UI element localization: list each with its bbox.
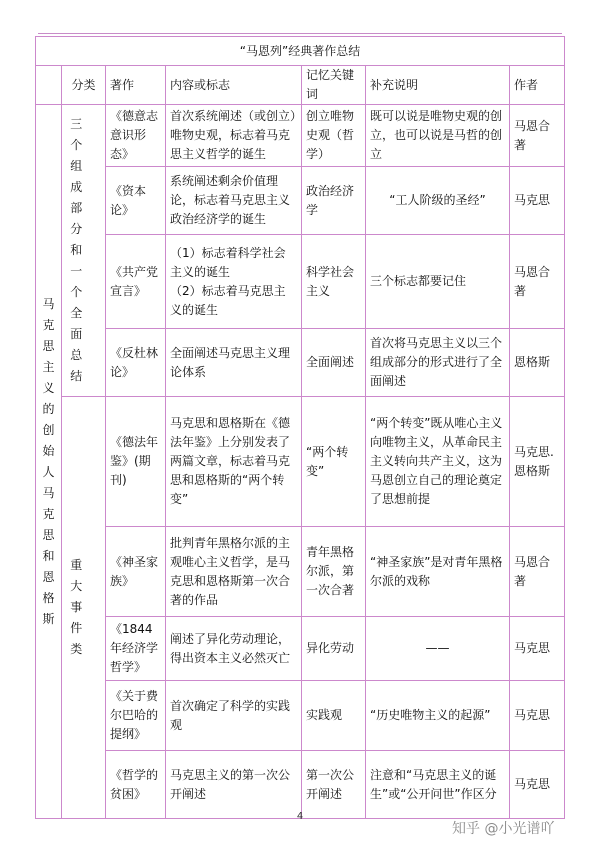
keywords-cell: 政治经济学 bbox=[302, 167, 366, 235]
work-cell: 《共产党宣言》 bbox=[106, 235, 166, 329]
works-summary-table bbox=[35, 36, 565, 819]
author-cell: 马恩合著 bbox=[510, 235, 565, 329]
content-cell: 马克思和恩格斯在《德法年鉴》上分别发表了两篇文章，标志着马克思和恩格斯的“两个转变” bbox=[166, 397, 302, 527]
side-label: 马克思主义的创始人马克思和恩格斯 bbox=[42, 296, 55, 626]
keywords-cell: 创立唯物史观（哲学） bbox=[302, 105, 366, 167]
author-cell: 马克思 bbox=[510, 681, 565, 751]
table-row bbox=[36, 167, 565, 235]
work-cell: 《哲学的贫困》 bbox=[106, 751, 166, 819]
notes-cell: “神圣家族”是对青年黑格尔派的戏称 bbox=[366, 527, 510, 617]
header-author: 作者 bbox=[510, 66, 565, 105]
content-line-1: （1）标志着科学社会主义的诞生 bbox=[170, 245, 286, 279]
header-content: 内容或标志 bbox=[166, 66, 302, 105]
keywords-cell: 全面阐述 bbox=[302, 329, 366, 397]
notes-cell: “历史唯物主义的起源” bbox=[366, 681, 510, 751]
work-cell: 《关于费尔巴哈的提纲》 bbox=[106, 681, 166, 751]
author-cell: 马恩合著 bbox=[510, 527, 565, 617]
work-cell: 《德法年鉴》(期刊) bbox=[106, 397, 166, 527]
content-cell: 批判青年黑格尔派的主观唯心主义哲学，是马克思和恩格斯第一次合著的作品 bbox=[166, 527, 302, 617]
content-cell: 全面阐述马克思主义理论体系 bbox=[166, 329, 302, 397]
work-cell: 《神圣家族》 bbox=[106, 527, 166, 617]
table-row bbox=[36, 397, 565, 527]
work-cell: 《1844 年经济学哲学》 bbox=[106, 617, 166, 681]
notes-cell: 首次将马克思主义以三个组成部分的形式进行了全面阐述 bbox=[366, 329, 510, 397]
author-cell: 马恩合著 bbox=[510, 105, 565, 167]
notes-cell: 三个标志都要记住 bbox=[366, 235, 510, 329]
content-cell: 首次确定了科学的实践观 bbox=[166, 681, 302, 751]
content-cell: 阐述了异化劳动理论，得出资本主义必然灭亡 bbox=[166, 617, 302, 681]
header-notes: 补充说明 bbox=[366, 66, 510, 105]
group-label-components: 三个组成部分和一个全面总结 bbox=[70, 117, 89, 383]
group-cell-components bbox=[62, 105, 106, 397]
side-label-cell bbox=[36, 105, 62, 819]
author-cell: 马克思 bbox=[510, 751, 565, 819]
notes-cell: 既可以说是唯物史观的创立，也可以说是马哲的创立 bbox=[366, 105, 510, 167]
table-row bbox=[36, 527, 565, 617]
keywords-cell: 青年黑格尔派，第一次合著 bbox=[302, 527, 366, 617]
content-cell: 系统阐述剩余价值理论，标志着马克思主义政治经济学的诞生 bbox=[166, 167, 302, 235]
table-row bbox=[36, 751, 565, 819]
table-row bbox=[36, 617, 565, 681]
content-cell bbox=[166, 235, 302, 329]
keywords-cell: 科学社会主义 bbox=[302, 235, 366, 329]
notes-cell: “工人阶级的圣经” bbox=[366, 167, 510, 235]
content-cell: 首次系统阐述（或创立）唯物史观，标志着马克思主义哲学的诞生 bbox=[166, 105, 302, 167]
table-row bbox=[36, 329, 565, 397]
notes-cell: “两个转变”既从唯心主义向唯物主义，从革命民主主义转向共产主义，这为马恩创立自己的理论奠定了思想前提 bbox=[366, 397, 510, 527]
notes-cell: —— bbox=[366, 617, 510, 681]
author-cell: 马克思 bbox=[510, 167, 565, 235]
header-blank bbox=[36, 66, 62, 105]
work-cell: 《资本论》 bbox=[106, 167, 166, 235]
group-label-events: 重大事件类 bbox=[70, 558, 89, 656]
author-cell: 恩格斯 bbox=[510, 329, 565, 397]
content-cell: 马克思主义的第一次公开阐述 bbox=[166, 751, 302, 819]
table-row bbox=[36, 235, 565, 329]
work-cell: 《德意志意识形态》 bbox=[106, 105, 166, 167]
keywords-cell: 实践观 bbox=[302, 681, 366, 751]
keywords-cell: 异化劳动 bbox=[302, 617, 366, 681]
keywords-cell: 第一次公开阐述 bbox=[302, 751, 366, 819]
notes-cell: 注意和“马克思主义的诞生”或“公开问世”作区分 bbox=[366, 751, 510, 819]
content-line-2: （2）标志着马克思主义的诞生 bbox=[170, 283, 286, 317]
table-title: “马恩列”经典著作总结 bbox=[36, 37, 565, 66]
table-row bbox=[36, 681, 565, 751]
table-row bbox=[36, 105, 565, 167]
header-keywords: 记忆关键词 bbox=[302, 66, 366, 105]
author-cell: 马克思 bbox=[510, 617, 565, 681]
group-cell-events bbox=[62, 397, 106, 819]
author-cell: 马克思. 恩格斯 bbox=[510, 397, 565, 527]
title-row bbox=[36, 37, 565, 66]
header-category: 分类 bbox=[62, 66, 106, 105]
keywords-cell: “两个转变” bbox=[302, 397, 366, 527]
header-row bbox=[36, 66, 565, 105]
header-work: 著作 bbox=[106, 66, 166, 105]
page-number: 4 bbox=[296, 811, 304, 822]
watermark: 知乎 @小光谱吖 bbox=[452, 821, 555, 837]
top-rule bbox=[38, 33, 562, 34]
work-cell: 《反杜林论》 bbox=[106, 329, 166, 397]
